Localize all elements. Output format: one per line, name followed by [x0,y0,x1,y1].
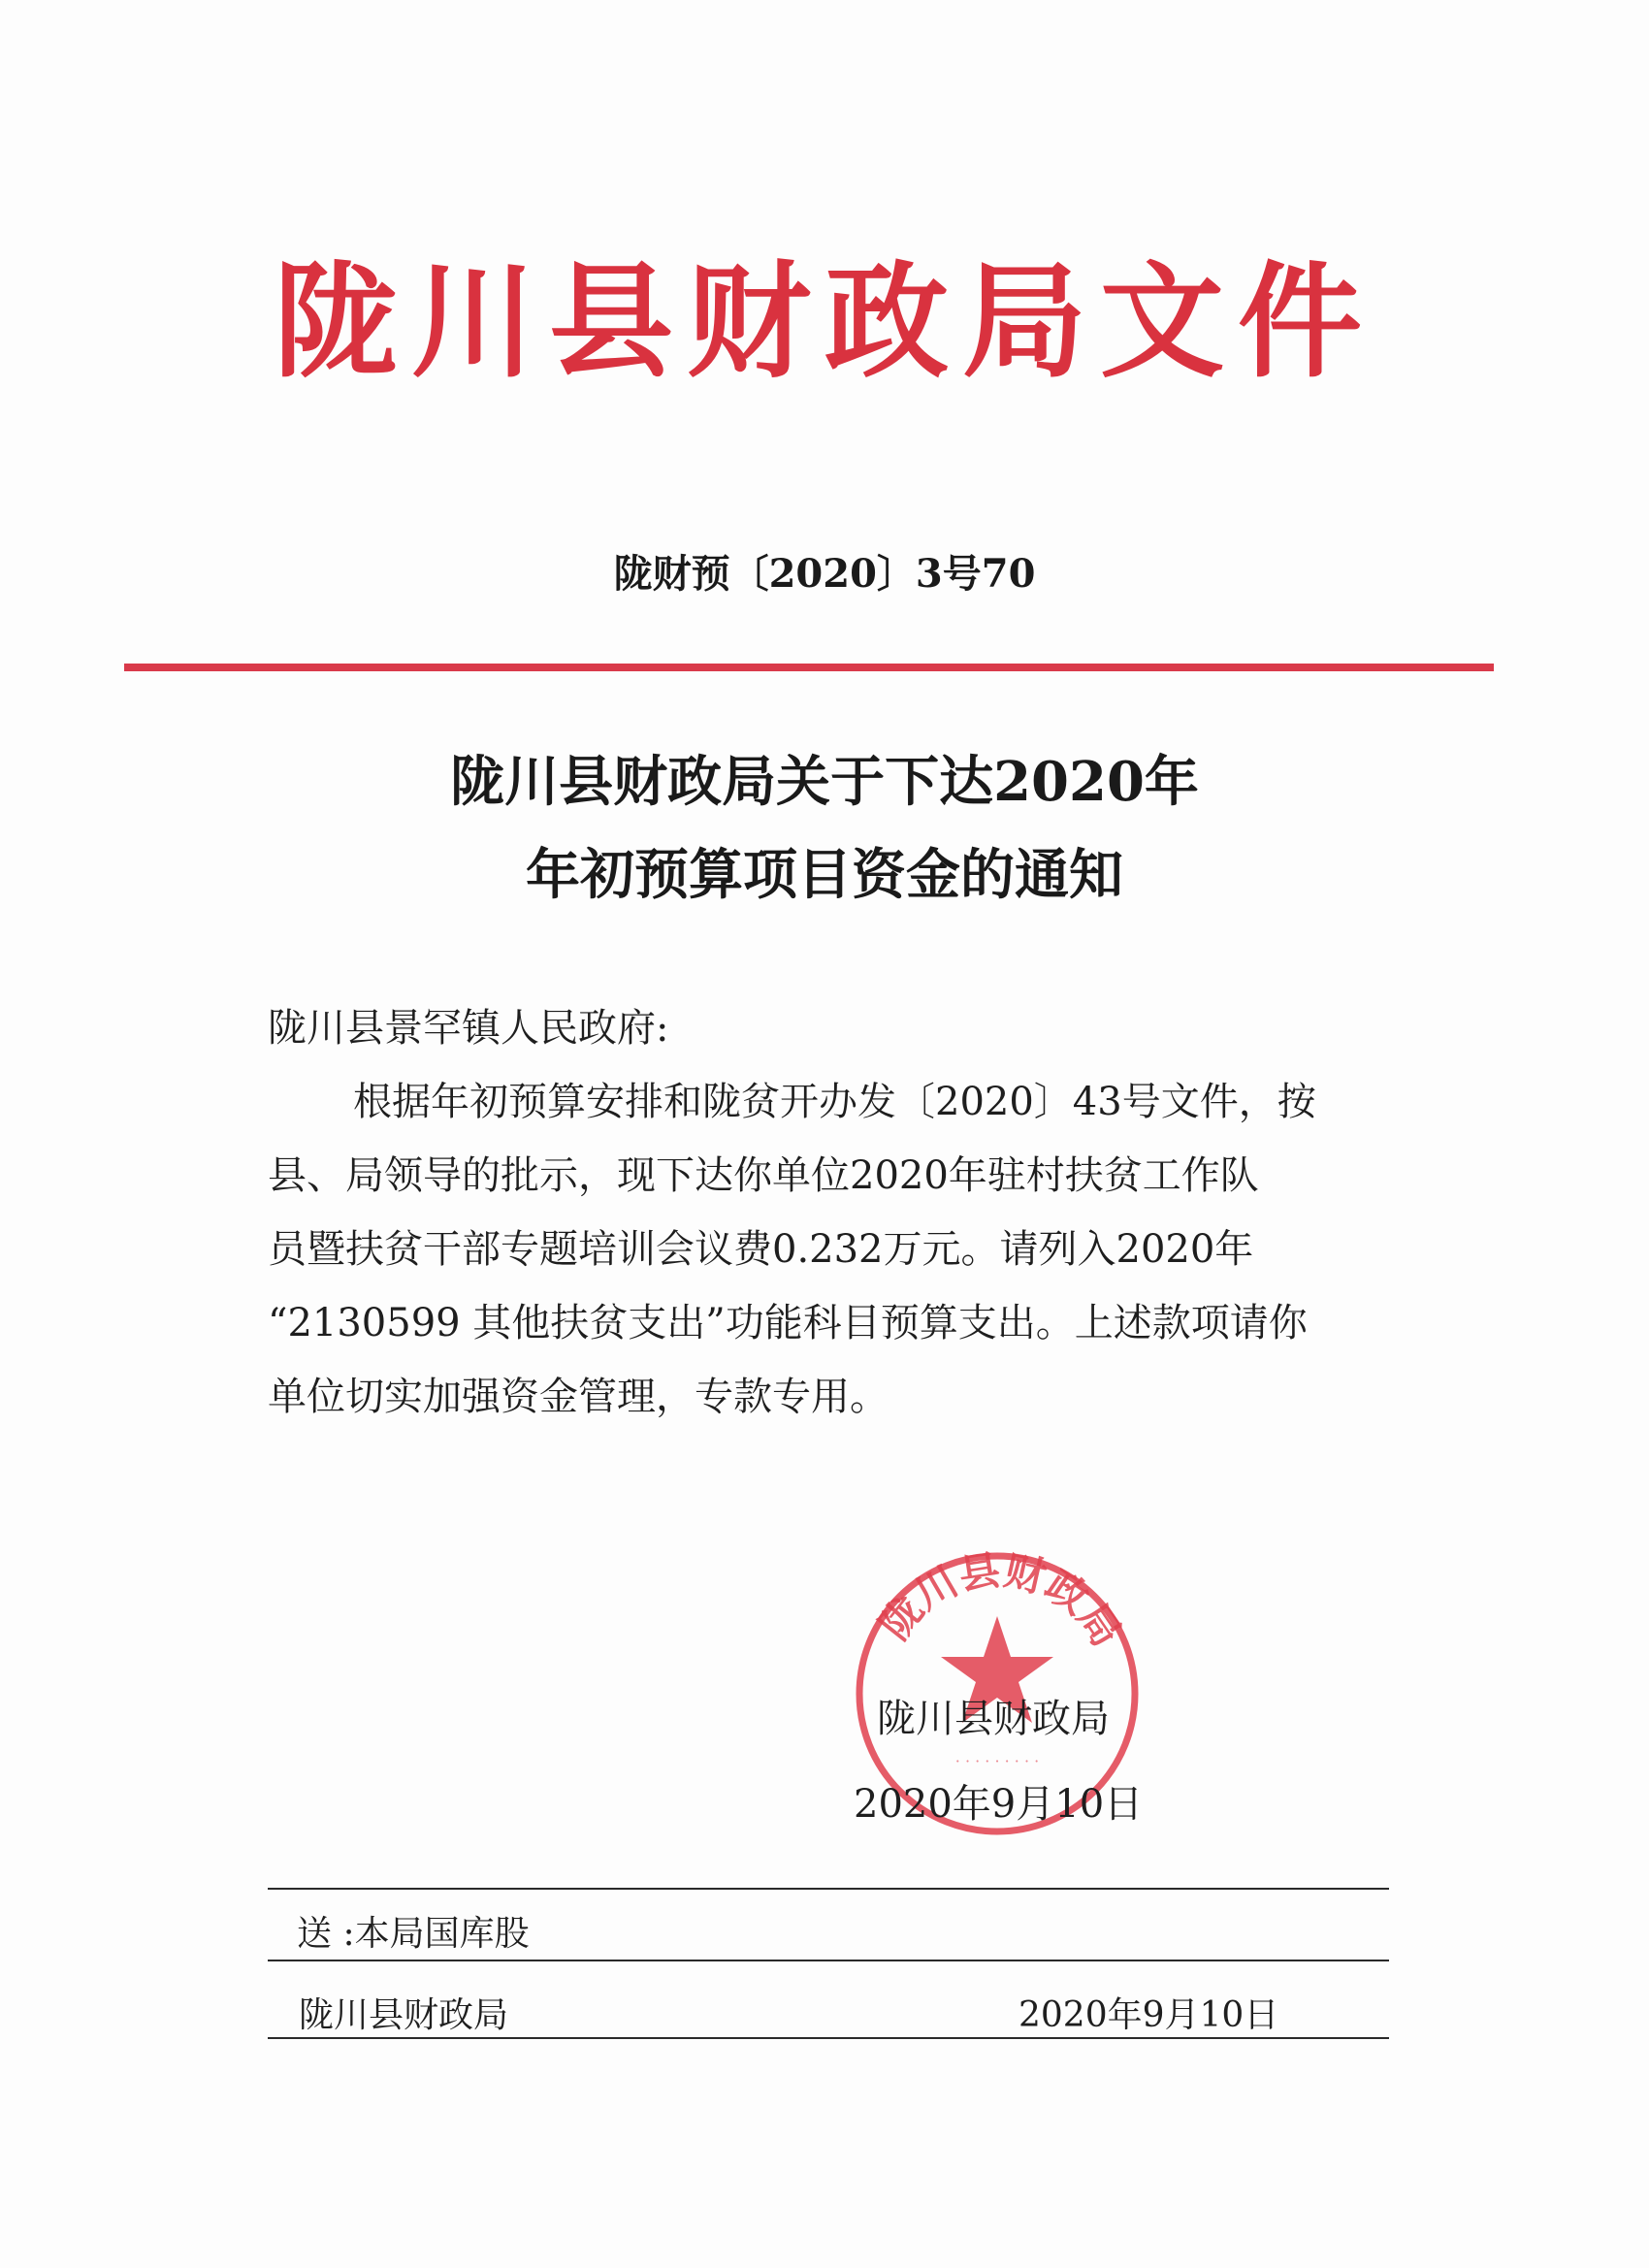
footer-top-rule [268,1888,1389,1890]
body-line-4: “2130599 其他扶贫支出”功能科目预算支出。上述款项请你 [268,1301,1308,1345]
title-line-1: 陇川县财政局关于下达2020年 [450,750,1199,814]
document-number: 陇财预〔2020〕3号70 [613,551,1036,597]
signoff-block [854,1676,1203,1847]
red-separator-rule [124,664,1494,671]
body-line-5: 单位切实加强资金管理，专款专用。 [268,1375,889,1419]
title-line-2: 年初预算项目资金的通知 [526,843,1123,907]
footer-cc: 送 :本局国库股 [297,1914,530,1954]
svg-text:· · · · · · · · ·: · · · · · · · · · [954,1752,1040,1770]
document-body [268,991,1393,1434]
body-line-1: 根据年初预算安排和陇贫开办发〔2020〕43号文件，按 [353,1080,1316,1124]
footer-date: 2020年9月10日 [1018,1995,1279,2035]
footer-bottom-rule [268,2037,1389,2039]
body-line-2: 县、局领导的批示，现下达你单位2020年驻村扶贫工作队 [268,1153,1259,1198]
issuer-header-title: 陇川县财政局文件 [273,249,1375,395]
svg-text:陇川县财政局: 陇川县财政局 [870,1548,1131,1656]
footer-middle-rule [268,1960,1389,1961]
body-line-3: 员暨扶贫干部专题培训会议费0.232万元。请列入2020年 [268,1227,1254,1272]
document-title [0,735,1649,922]
salutation: 陇川县景罕镇人民政府: [268,1006,669,1051]
signoff-date: 2020年9月10日 [854,1782,1144,1827]
signoff-organization: 陇川县财政局 [877,1697,1110,1741]
footer-issuer: 陇川县财政局 [299,1995,509,2035]
